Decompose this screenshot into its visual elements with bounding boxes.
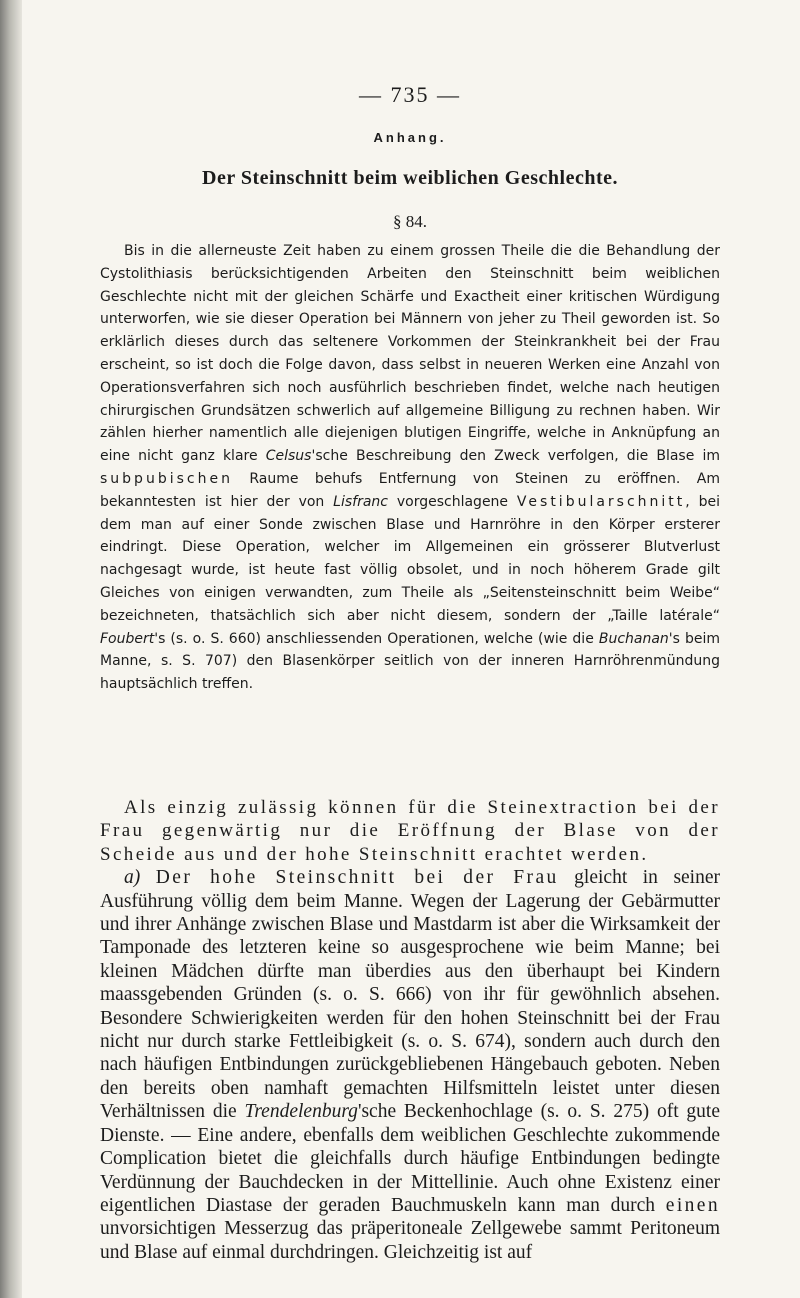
intro-paragraph: Bis in die allerneuste Zeit haben zu einem grossen Theile die die Behandlung der Cystolithiasis berücksichtigenden Arbeiten den Steinschnitt beim weiblichen Geschlechte nicht mit der gleichen Schärfe und Exactheit einer kritischen Würdigung unterworfen, wie sie dieser Operation bei Männern von jeher zu Theil geworden ist. So erklärlich dieses durch das seltenere Vorkommen der Steinkrankheit bei der Frau erscheint, so ist doch die Folge davon, dass selbst in neueren Werken eine Anzahl von Operationsverfahren sich noch ausführlich beschrieben findet, welche nach heutigen chirurgischen Grundsätzen schwerlich auf allgemeine Billigung zu rechnen haben. Wir zählen hierher namentlich alle diejenigen blutigen Eingriffe, welche in Anknüpfung an eine nicht ganz klare Celsus'sche Beschreibung den Zweck verfolgen, die Blase im subpubischen Raume behufs Entfernung von Steinen zu eröffnen. Am bekanntesten ist hier der von Lisfranc vorgeschlagene Vestibularschnitt, bei dem man auf einer Sonde zwischen Blase und Harnröhre in den Körper ersterer eindringt. Diese Operation, welcher im Allgemeinen ein grösserer Blutverlust nachgesagt wurde, ist heute fast völlig obsolet, und in noch höherem Grade gilt Gleiches von einigen verwandten, zum Theile als „Seitensteinschnitt beim Weibe“ bezeichneten, thatsächlich sich aber nicht diesem, sondern der „Taille latérale“ Foubert's (s. o. S. 660) anschliessenden Operationen, welche (wie die Buchanan's beim Manne, s. S. 707) den Blasenkörper seitlich von der inneren Harnröhrenmündung hauptsächlich treffen. (100, 243, 721, 693)
key-statement: Als einzig zulässig können für die Steinextraction bei der Frau gegenwärtig nur die Eröffnung der Blase von der Scheide aus und der hohe Steinschnitt erachtet werden. (100, 797, 720, 865)
term-vestibular: Vestibularschnitt (516, 493, 686, 510)
author-foubert: Foubert (100, 630, 155, 647)
chapter-title: Der Steinschnitt beim weiblichen Geschlechte. (202, 167, 618, 189)
author-celsus: Celsus (265, 448, 312, 465)
term-high-section: Der hohe Steinschnitt bei der Frau (155, 867, 559, 889)
appendix-heading: Anhang. (373, 130, 447, 145)
term-einen: einen (665, 1194, 720, 1216)
author-buchanan: Buchanan (598, 630, 669, 647)
item-label-a: a) (124, 867, 141, 889)
author-lisfranc: Lisfranc (333, 493, 388, 510)
page-number: — 735 — (359, 82, 461, 107)
main-text (100, 796, 720, 1264)
paragraph-a: a) Der hohe Steinschnitt bei der Frau gleicht in seiner Ausführung völlig dem beim Manne. Wegen der Lagerung der Gebärmutter und ihrer Anhänge zwischen Blase und Mastdarm ist aber die Wirksamkeit der Tamponade des letzteren keine so ausgesprochene wie beim Manne; bei kleinen Mädchen dürfte man überdies aus den überhaupt bei Kindern maassgebenden Gründen (s. o. S. 666) von ihr für gewöhnlich absehen. Besondere Schwierigkeiten werden für den hohen Steinschnitt bei der Frau nicht nur durch starke Fettleibigkeit (s. o. S. 674), sondern auch durch den nach häufigen Entbindungen zurückgebliebenen Hängebauch geboten. Neben den bereits oben namhaft gemachten Hilfsmitteln leistet unter diesen Verhältnissen die Trendelenburg'sche Beckenhochlage (s. o. S. 275) oft gute Dienste. — Eine andere, ebenfalls dem weiblichen Geschlechte zukommende Complication bietet die gleichfalls durch häufige Entbindungen bedingte Verdünnung der Bauchdecken in der Mittellinie. Auch ohne Existenz einer eigentlichen Diastase der geraden Bauchmuskeln kann man durch einen unvorsichtigen Messerzug das präperitoneale Zellgewebe sammt Peritoneum und Blase auf einmal durchdringen. Gleichzeitig ist auf (100, 867, 721, 1263)
book-spine-shadow (0, 0, 22, 1298)
section-number: § 84. (393, 212, 427, 231)
author-trendelenburg: Trendelenburg (244, 1101, 358, 1123)
term-subpubic: subpubischen (100, 470, 233, 487)
